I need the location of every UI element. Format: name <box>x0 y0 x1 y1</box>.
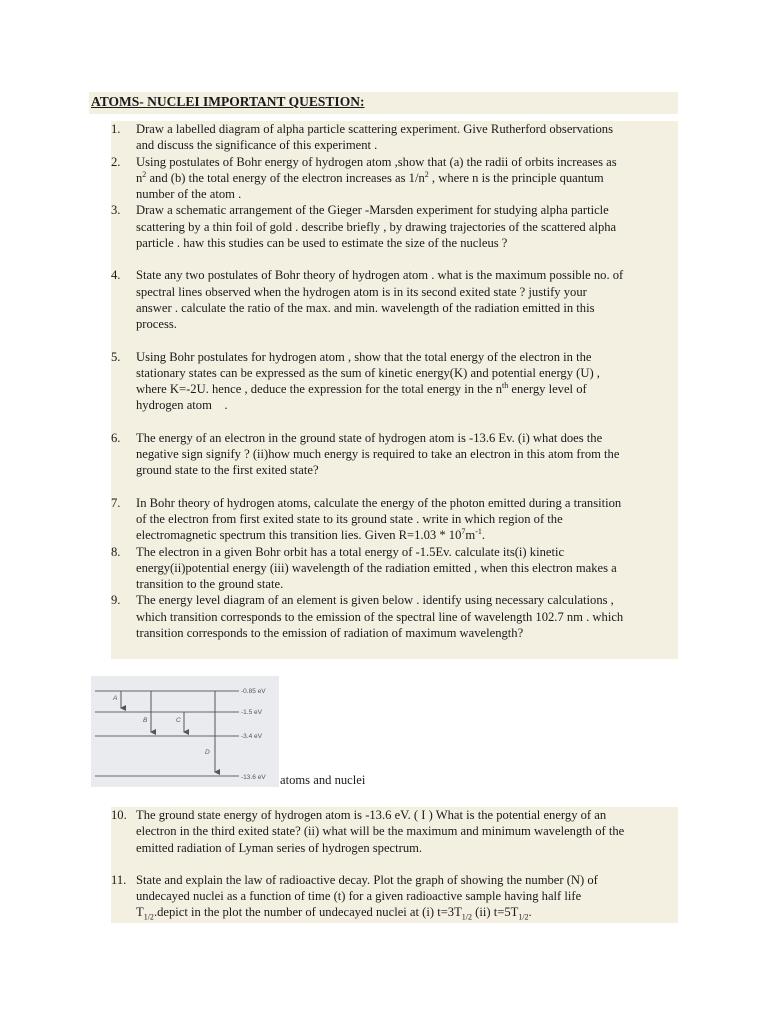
energy-level-diagram <box>91 676 279 787</box>
text-line: which transition corresponds to the emission of the spectral line of wavelength 102.7 nm . which <box>136 609 624 624</box>
question-number: 10. <box>111 808 127 822</box>
question-2 <box>111 154 678 203</box>
question-3 <box>111 202 678 251</box>
question-11 <box>111 872 678 921</box>
question-number: 5. <box>111 349 121 364</box>
question-10 <box>111 807 678 856</box>
text-line: energy(ii)potential energy (iii) wavelength of the radiation emitted , when this electron makes a <box>136 560 617 575</box>
level-label-4: -13.6 eV <box>241 774 266 781</box>
question-8 <box>111 544 678 593</box>
text-line: Using postulates of Bohr energy of hydrogen atom ,show that (a) the radii of orbits increases as <box>136 154 617 169</box>
text-line: process. <box>136 317 177 332</box>
text-line: The energy of an electron in the ground state of hydrogen atom is -13.6 Ev. (i) what does the <box>136 430 603 445</box>
question-4 <box>111 267 678 332</box>
text-line: spectral lines observed when the hydrogen atom is in its second exited state ? justify your <box>136 284 587 299</box>
question-1 <box>111 121 678 154</box>
question-5 <box>111 349 678 414</box>
text-line: The energy level diagram of an element is given below . identify using necessary calculations , <box>136 593 614 608</box>
text-line: number of the atom . <box>136 187 242 202</box>
text-line: In Bohr theory of hydrogen atoms, calculate the energy of the photon emitted during a transition <box>136 495 622 510</box>
text-line: scattering by a thin foil of gold . describe briefly , by drawing trajectories of the scattered alpha <box>136 219 617 234</box>
text-line: $n^2$ and (b) the total energy of the electron increases as $1/n^2$ , where n is the principle quantum <box>136 169 604 185</box>
text-line: The ground state energy of hydrogen atom is -13.6 eV. ( I ) What is the potential energy of an <box>136 808 607 822</box>
question-number: 8. <box>111 544 121 559</box>
question-7 <box>111 495 678 544</box>
question-number: 2. <box>111 154 121 169</box>
transition-label-b: B <box>143 717 148 724</box>
diagram-caption: atoms and nuclei <box>280 773 366 787</box>
question-list <box>111 121 678 659</box>
text-line: transition to the ground state. <box>136 577 284 592</box>
text-line: ground state to the first exited state? <box>136 463 319 478</box>
question-number: 3. <box>111 203 121 218</box>
question-number: 7. <box>111 495 121 510</box>
question-6 <box>111 430 678 479</box>
text-line: electron in the third exited state? (ii) what will be the maximum and minimum wavelength of the <box>136 824 625 839</box>
text-line: $T_{1/2}.depict$ in the plot the number of undecayed nuclei at (i) $t=3T_{1/2}$ (ii) $t=5T_{1/2}$. <box>136 905 532 922</box>
question-number: 4. <box>111 268 121 283</box>
text-line: of the electron from first exited state to its ground state . write in which region of the <box>136 511 563 526</box>
text-line: transition corresponds to the emission of radiation of maximum wavelength? <box>136 626 524 641</box>
question-number: 9. <box>111 593 121 608</box>
text-line: where K=-2U. hence , deduce the expression for the total energy in the $n^{th}$ energy level of <box>136 380 587 397</box>
question-number: 1. <box>111 122 121 136</box>
transition-label-d: D <box>205 749 210 756</box>
text-line: hydrogen atom . <box>136 398 228 413</box>
text-line: Draw a labelled diagram of alpha particle scattering experiment. Give Rutherford observations <box>136 122 613 136</box>
text-line: undecayed nuclei as a function of time (t) for a given radioactive sample having half life <box>136 889 582 904</box>
text-line: State and explain the law of radioactive decay. Plot the graph of showing the number (N) of <box>136 872 598 887</box>
text-line: Draw a schematic arrangement of the Gieger -Marsden experiment for studying alpha particle <box>136 203 609 218</box>
level-label-2: -1.5 eV <box>241 709 262 716</box>
text-line: State any two postulates of Bohr theory of hydrogen atom . what is the maximum possible no. of <box>136 268 624 283</box>
question-number: 11. <box>111 872 127 887</box>
text-line: stationary states can be expressed as the sum of kinetic energy(K) and potential energy (U) , <box>136 365 600 380</box>
text-line: answer . calculate the ratio of the max. and min. wavelength of the radiation emitted in this <box>136 300 595 315</box>
text-line: and discuss the significance of this experiment . <box>136 138 378 153</box>
text-line: The electron in a given Bohr orbit has a total energy of -1.5Ev. calculate its(i) kinetic <box>136 544 565 559</box>
question-9 <box>111 592 678 641</box>
text-line: particle . haw this studies can be used to estimate the size of the nucleus ? <box>136 236 508 251</box>
transition-label-a: A <box>113 695 118 702</box>
text-line: negative sign signify ? (ii)how much energy is required to take an electron in this atom from the <box>136 447 620 462</box>
level-label-1: -0.85 eV <box>241 688 266 695</box>
transition-label-c: C <box>176 717 181 724</box>
page-title: ATOMS- NUCLEI IMPORTANT QUESTION: <box>89 92 678 114</box>
question-list-continued <box>111 807 678 923</box>
text-line: electromagnetic spectrum this transition lies. Given $R=1.03 * 10^7m^{-1}$. <box>136 527 486 543</box>
level-label-3: -3.4 eV <box>241 733 262 740</box>
text-line: emitted radiation of Lyman series of hydrogen spectrum. <box>136 840 423 855</box>
question-number: 6. <box>111 430 121 445</box>
text-line: Using Bohr postulates for hydrogen atom , show that the total energy of the electron in the <box>136 349 592 364</box>
